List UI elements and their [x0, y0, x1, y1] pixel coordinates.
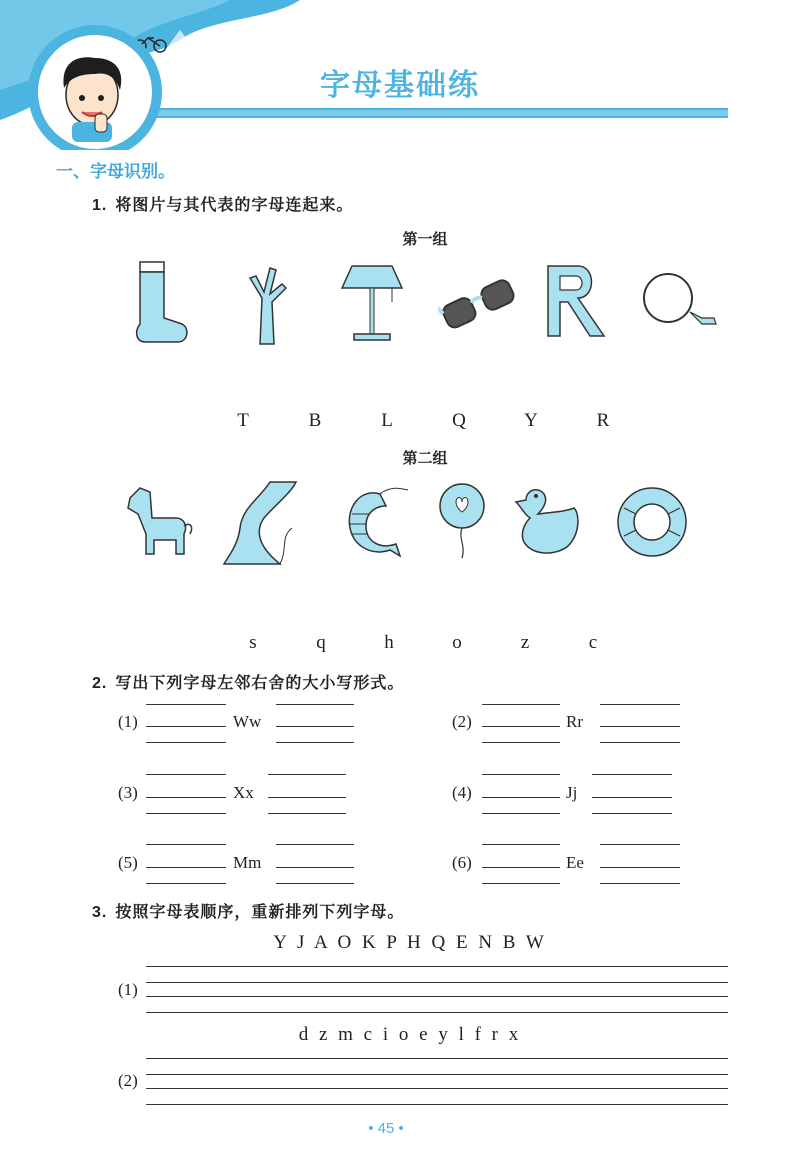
- group-1-letter: R: [596, 410, 610, 431]
- answer-line[interactable]: [146, 797, 226, 798]
- question-1: [92, 192, 353, 215]
- group-1-letter: L: [381, 410, 393, 431]
- writing-line[interactable]: [146, 1058, 728, 1059]
- answer-line[interactable]: [276, 726, 354, 727]
- answer-line[interactable]: [276, 704, 354, 705]
- river-icon: [220, 478, 300, 568]
- answer-line[interactable]: [268, 774, 346, 775]
- question-number: 1.: [92, 197, 108, 214]
- writing-line[interactable]: [146, 982, 728, 983]
- answer-line[interactable]: [276, 867, 354, 868]
- answer-line[interactable]: [276, 883, 354, 884]
- answer-line[interactable]: [592, 774, 672, 775]
- balloon-icon: [422, 478, 502, 568]
- group-2-letter: o: [452, 632, 462, 653]
- question-2: [92, 670, 404, 693]
- answer-line[interactable]: [482, 867, 560, 868]
- answer-line[interactable]: [600, 844, 680, 845]
- shrimp-icon: [330, 478, 410, 568]
- letter-r-icon: [538, 258, 618, 348]
- answer-line[interactable]: [276, 742, 354, 743]
- writing-line[interactable]: [146, 1104, 728, 1105]
- item-number: (5): [118, 853, 138, 872]
- item-number: (2): [118, 1071, 138, 1090]
- item-number: (1): [118, 712, 138, 731]
- answer-line[interactable]: [146, 844, 226, 845]
- horse-toy-icon: [118, 478, 198, 568]
- item-number: (2): [452, 712, 472, 731]
- item-letters: Ee: [566, 853, 584, 872]
- writing-line[interactable]: [146, 996, 728, 997]
- sunglasses-icon: [438, 258, 518, 348]
- answer-line[interactable]: [600, 742, 680, 743]
- question-3: [92, 899, 404, 922]
- letter-sequence-1: Y J A O K P H Q E N B W: [273, 932, 547, 953]
- page-title: 字母基础练: [320, 68, 480, 103]
- answer-line[interactable]: [146, 704, 226, 705]
- answer-line[interactable]: [592, 797, 672, 798]
- answer-line[interactable]: [146, 813, 226, 814]
- writing-line[interactable]: [146, 1012, 728, 1013]
- answer-line[interactable]: [146, 774, 226, 775]
- group-1-letter: B: [308, 410, 322, 431]
- item-number: (3): [118, 783, 138, 802]
- answer-line[interactable]: [482, 797, 560, 798]
- group-2-letter: h: [384, 632, 394, 653]
- question-text: 写出下列字母左邻右舍的大小写形式。: [115, 673, 405, 692]
- answer-line[interactable]: [482, 742, 560, 743]
- question-text: 按照字母表顺序，重新排列下列字母。: [115, 902, 405, 921]
- swim-ring-icon: [612, 478, 692, 568]
- answer-line[interactable]: [482, 883, 560, 884]
- answer-line[interactable]: [600, 704, 680, 705]
- tree-trunk-icon: [226, 258, 306, 348]
- answer-line[interactable]: [482, 844, 560, 845]
- answer-line[interactable]: [600, 883, 680, 884]
- answer-line[interactable]: [482, 704, 560, 705]
- answer-line[interactable]: [268, 813, 346, 814]
- group-2-letter: z: [520, 632, 530, 653]
- writing-line[interactable]: [146, 1074, 728, 1075]
- answer-line[interactable]: [146, 867, 226, 868]
- key-ring-icon: [640, 258, 720, 348]
- duck-icon: [508, 478, 588, 568]
- answer-line[interactable]: [592, 813, 672, 814]
- writing-line[interactable]: [146, 1088, 728, 1089]
- question-number: 3.: [92, 904, 108, 921]
- letter-sequence-2: d z m c i o e y l f r x: [298, 1024, 522, 1045]
- answer-line[interactable]: [276, 844, 354, 845]
- lamp-icon: [332, 258, 412, 348]
- group-2-letter: q: [316, 632, 326, 653]
- writing-line[interactable]: [146, 966, 728, 967]
- answer-line[interactable]: [146, 742, 226, 743]
- item-letters: Xx: [233, 783, 254, 802]
- question-text: 将图片与其代表的字母连起来。: [115, 195, 354, 214]
- answer-line[interactable]: [268, 797, 346, 798]
- group-2-letter: c: [588, 632, 598, 653]
- page-number: • 45 •: [368, 1120, 404, 1137]
- question-number: 2.: [92, 675, 108, 692]
- section-title: 一、字母识别。: [56, 162, 175, 182]
- item-letters: Ww: [233, 712, 262, 731]
- group-2-letter: s: [249, 632, 257, 653]
- answer-line[interactable]: [482, 726, 560, 727]
- answer-line[interactable]: [600, 867, 680, 868]
- group-1-letter: T: [237, 410, 249, 431]
- answer-line[interactable]: [600, 726, 680, 727]
- answer-line[interactable]: [146, 726, 226, 727]
- item-letters: Rr: [566, 712, 583, 731]
- group-1-letter: Y: [524, 410, 538, 431]
- sock-icon: [120, 258, 200, 348]
- answer-line[interactable]: [146, 883, 226, 884]
- item-number: (1): [118, 980, 138, 999]
- answer-line[interactable]: [482, 774, 560, 775]
- answer-line[interactable]: [482, 813, 560, 814]
- group-1-label: 第一组: [402, 230, 448, 248]
- group-2-label: 第二组: [402, 449, 448, 467]
- item-letters: Mm: [233, 853, 262, 872]
- item-letters: Jj: [566, 783, 578, 802]
- group-1-letter: Q: [452, 410, 466, 431]
- item-number: (4): [452, 783, 472, 802]
- item-number: (6): [452, 853, 472, 872]
